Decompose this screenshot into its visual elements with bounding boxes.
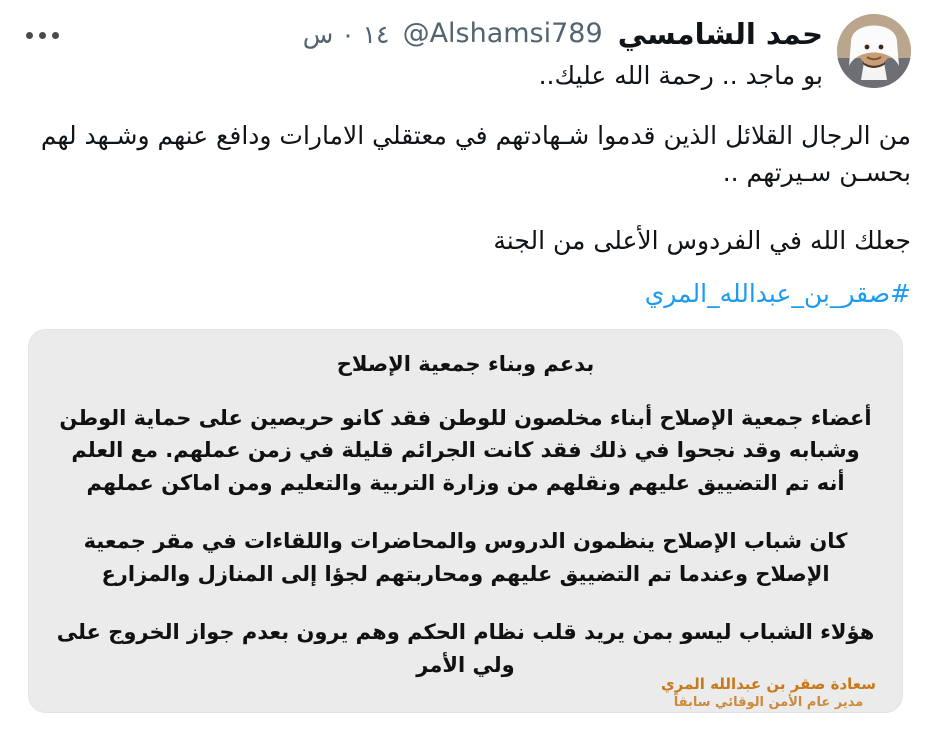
tweet-body (20, 117, 911, 313)
tweet-hashtag-line (20, 275, 911, 313)
card-signature-title: مدير عام الأمن الوقائي سابقاً (673, 694, 864, 710)
tweet-paragraph: من الرجال القلائل الذين قدموا شـهادتهم في معتقلي الامارات ودافع عنهم وشـهد لهم بحسـن سـيرتهم .. (40, 120, 911, 187)
more-dot (26, 32, 33, 39)
display-name[interactable]: حمد الشامسي (617, 17, 823, 51)
author-line (20, 16, 823, 52)
card-paragraph: هؤلاء الشباب ليسو بمن يريد قلب نظام الحكم وهم يرون بعدم جواز الخروج على ولي الأمر (56, 620, 875, 677)
tweet-image-card[interactable] (28, 329, 903, 713)
user-handle[interactable]: @Alshamsi789 (402, 18, 603, 50)
tweet-subline: بو ماجد .. رحمة الله عليك.. (538, 61, 823, 91)
card-paragraph: أعضاء جمعية الإصلاح أبناء مخلصون للوطن فقد كانو حريصين على حماية الوطن وشبابه وقد نجحوا في ذلك فقد كانت الجرائم قليلة في زمن عملهم. مع العلم أنه تم التضييق عليهم ونقلهم من وزارة التربية والتعليم ومن اماكن عملهم (59, 405, 872, 495)
card-paragraph: كان شباب الإصلاح ينظمون الدروس والمحاضرات واللقاءات في مقر جمعية الإصلاح وعندما تم التضييق عليهم ومحاربتهم لجؤا إلى المنازل والمزارع (83, 529, 848, 586)
more-dot (52, 32, 59, 39)
tweet-author-block (20, 12, 823, 95)
tweet-paragraph: جعلك الله في الفردوس الأعلى من الجنة (493, 225, 911, 255)
timestamp[interactable]: ١٤ ٠ س (302, 19, 390, 49)
card-signature-name: سعادة صقر بن عبدالله المري (661, 675, 876, 694)
card-title: بدعم وبناء جمعية الإصلاح (336, 351, 595, 376)
more-dot (39, 32, 46, 39)
avatar[interactable] (837, 14, 911, 88)
tweet-header (20, 12, 911, 95)
hashtag-link[interactable]: #صقر_بن_عبدالله_المري (644, 279, 911, 308)
more-horizontal-icon[interactable] (20, 20, 64, 50)
card-signature (661, 675, 876, 711)
